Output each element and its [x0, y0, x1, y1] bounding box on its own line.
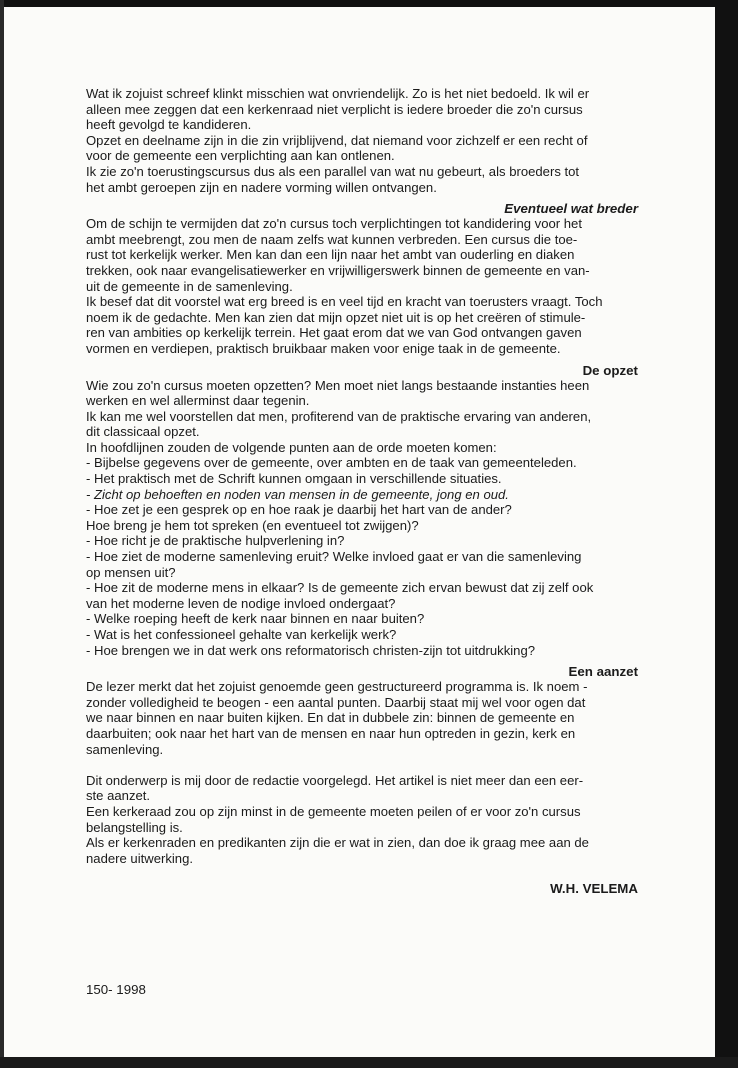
text-line: - Hoe brengen we in dat werk ons reformatorisch christen-zijn tot uitdrukking?	[86, 642, 536, 658]
text-line: op mensen uit?	[86, 564, 176, 580]
scan-border-top	[0, 0, 738, 7]
section1-paragraph-2	[86, 294, 638, 356]
text-line: Wie zou zo'n cursus moeten opzetten? Men moet niet langs bestaande instanties heen	[86, 377, 590, 393]
text-line: noem ik de gedachte. Men kan zien dat mijn opzet niet uit is op het creëren of stimule-	[86, 309, 586, 325]
text-line: Ik zie zo'n toerustingscursus dus als een parallel van wat nu gebeurt, als broeders tot	[86, 163, 580, 179]
text-line: alleen mee zeggen dat een kerkenraad niet verplicht is iedere broeder die zo'n cursus	[86, 101, 583, 117]
text-line: - Welke roeping heeft de kerk naar binnen en naar buiten?	[86, 611, 425, 627]
text-line: we naar binnen en naar buiten kijken. En dat in dubbele zin: binnen de gemeente en	[86, 710, 575, 726]
text-line: dit classicaal opzet.	[86, 424, 200, 440]
section2-paragraph-3	[86, 440, 638, 456]
text-line: - Hoe richt je de praktische hulpverlening in?	[86, 533, 345, 549]
list-item	[86, 455, 638, 471]
text-line: - Het praktisch met de Schrift kunnen omgaan in verschillende situaties.	[86, 471, 502, 487]
text-line: - Hoe zet je een gesprek op en hoe raak je daarbij het hart van de ander?	[86, 502, 512, 518]
text-line: Ik kan me wel voorstellen dat men, profiterend van de praktische ervaring van anderen,	[86, 408, 592, 424]
scan-border-bottom	[0, 1057, 738, 1068]
section3-paragraph-4	[86, 835, 638, 866]
text-line: Een kerkeraad zou op zijn minst in de gemeente moeten peilen of er voor zo'n cursus	[86, 803, 581, 819]
section3-paragraph-3	[86, 804, 638, 835]
text-line: In hoofdlijnen zouden de volgende punten aan de orde moeten komen:	[86, 439, 497, 455]
section1-paragraph-1	[86, 216, 638, 294]
text-line: Dit onderwerp is mij door de redactie voorgelegd. Het artikel is niet meer dan een eer-	[86, 772, 584, 788]
text-line: uit de gemeente in de samenleving.	[86, 278, 293, 294]
intro-paragraph-2	[86, 133, 638, 164]
text-line: De lezer merkt dat het zojuist genoemde geen gestructureerd programma is. Ik noem -	[86, 679, 588, 695]
page-number: 150- 1998	[86, 982, 146, 997]
section-heading-opzet: De opzet	[582, 362, 638, 378]
section3-paragraph-1	[86, 679, 638, 757]
text-line: Hoe breng je hem tot spreken (en eventueel tot zwijgen)?	[86, 517, 419, 533]
text-line: van het moderne leven de nodige invloed ondergaat?	[86, 595, 396, 611]
text-line: rust tot kerkelijk werker. Men kan dan een lijn naar het ambt van ouderling en diaken	[86, 247, 575, 263]
section3-paragraph-2	[86, 773, 638, 804]
text-line: samenleving.	[86, 741, 164, 757]
list-item	[86, 627, 638, 643]
text-line: vormen en verdiepen, praktisch bruikbaar maken voor enige taak in de gemeente.	[86, 340, 561, 356]
list-item	[86, 471, 638, 487]
section2-paragraph-1	[86, 378, 638, 409]
text-line: Om de schijn te vermijden dat zo'n cursus toch verplichtingen tot kandidering voor het	[86, 216, 582, 232]
section-heading-eventueel: Eventueel wat breder	[504, 201, 638, 217]
list-item	[86, 487, 638, 503]
list-item	[86, 643, 638, 659]
article-body	[86, 86, 638, 897]
text-line: - Bijbelse gegevens over de gemeente, over ambten en de taak van gemeenteleden.	[86, 455, 577, 471]
text-line: zonder volledigheid te beogen - een aantal punten. Daarbij staat mij wel voor ogen dat	[86, 694, 586, 710]
scan-border-right	[715, 0, 738, 1068]
intro-paragraph-3	[86, 164, 638, 195]
text-line: belangstelling is.	[86, 819, 183, 835]
text-line: nadere uitwerking.	[86, 850, 193, 866]
paragraph-gap	[86, 757, 638, 773]
list-item	[86, 611, 638, 627]
list-item	[86, 549, 638, 580]
text-line: werken en wel allerminst daar tegenin.	[86, 393, 310, 409]
text-line: het ambt geroepen zijn en nadere vorming willen ontvangen.	[86, 179, 437, 195]
text-line: Opzet en deelname zijn in die zin vrijblijvend, dat niemand voor zichzelf er een recht of	[86, 132, 588, 148]
text-line: - Hoe zit de moderne mens in elkaar? Is de gemeente zich ervan bewust dat zij zelf ook	[86, 580, 594, 596]
list-item	[86, 502, 638, 533]
topic-list	[86, 455, 638, 658]
text-line: ste aanzet.	[86, 788, 151, 804]
text-line: daarbuiten; ook naar het hart van de mensen en naar hun optreden in gezin, kerk en	[86, 725, 576, 741]
text-line: voor de gemeente een verplichting aan kan ontlenen.	[86, 148, 395, 164]
author-signature: W.H. VELEMA	[550, 881, 638, 897]
text-line: ambt meebrengt, zou men de naam zelfs wat kunnen verbreden. Een cursus die toe-	[86, 231, 578, 247]
text-line: Ik besef dat dit voorstel wat erg breed is en veel tijd en kracht van toerusters vraagt. Toch	[86, 294, 603, 310]
list-item	[86, 533, 638, 549]
text-line: - Zicht op behoeften en noden van mensen in de gemeente, jong en oud.	[86, 486, 509, 502]
text-line: - Wat is het confessioneel gehalte van kerkelijk werk?	[86, 627, 397, 642]
text-line: Als er kerkenraden en predikanten zijn die er wat in zien, dan doe ik graag mee aan de	[86, 835, 589, 851]
text-line: Wat ik zojuist schreef klinkt misschien wat onvriendelijk. Zo is het niet bedoeld. Ik wil er	[86, 86, 590, 101]
text-line: - Hoe ziet de moderne samenleving eruit? Welke invloed gaat er van die samenleving	[86, 549, 582, 565]
section-heading-aanzet: Een aanzet	[568, 664, 638, 680]
section2-paragraph-2	[86, 409, 638, 440]
intro-paragraph-1	[86, 86, 638, 133]
text-line: ren van ambities op kerkelijk terrein. Het gaat erom dat we van God ontvangen gaven	[86, 325, 582, 341]
text-line: heeft gevolgd te kandideren.	[86, 117, 252, 133]
text-line: trekken, ook naar evangelisatiewerker en vrijwilligerswerk binnen de gemeente en van-	[86, 262, 590, 278]
list-item	[86, 580, 638, 611]
